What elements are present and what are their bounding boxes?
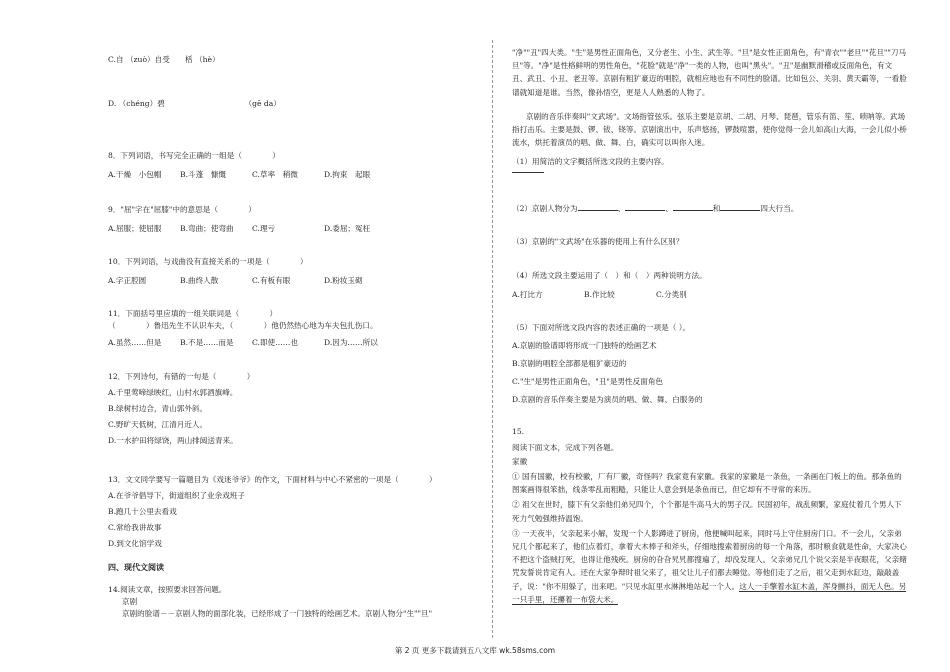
q11-option-d[interactable]: D.因为……所以 [324, 338, 378, 347]
passage-title: 京剧 [122, 597, 138, 606]
q13-option-a[interactable]: A.在爷爷倡导下，街道组织了业余戏班子 [108, 491, 245, 500]
essay-paragraph-3 [512, 527, 907, 606]
page-footer: 第 2 页 更多下载请到五八文库 wk.58sms.com [394, 646, 556, 655]
s4-option-a[interactable]: A.打比方 [512, 290, 543, 299]
sub-question-2-tail: 四大行当。 [760, 204, 799, 213]
question-11-options [108, 337, 478, 349]
blank-4[interactable] [720, 202, 760, 211]
s5-option-c[interactable]: C."生"是男性正面角色，"丑"是男性反面角色 [512, 377, 664, 386]
sub-question-2: （2）京剧人物分为 、 、 和 四大行当。 [512, 204, 799, 213]
essay-paragraph-1: ① 国有国徽，校有校徽，厂有厂徽，奇怪吗？我家竟有家徽。我家的家徽是一条鱼，一条画在门板上的鱼。那条鱼的图案画得很笨拙，线条零乱而粗糙，只能让人意会到是条鱼而已，但它却有不寻常的来历。 [512, 472, 902, 495]
q13-option-d[interactable]: D.到文化馆学戏 [108, 539, 162, 548]
sub-question-3: （3）京剧的"文武场"在乐器的使用上有什么区别？ [512, 237, 684, 246]
q10-option-c[interactable]: C.有板有眼 [252, 276, 291, 285]
question-11-stem: 11．下面括号里应填的一组关联词是（ ） [108, 309, 278, 318]
q11-option-a[interactable]: A.虽然……但是 [108, 338, 162, 347]
sub-question-4-options [512, 289, 728, 301]
question-11-sentence: （ ）鲁迅先生不认识车夫，（ ）他仍然热心地为车夫包扎伤口。 [108, 321, 378, 330]
question-15-instruction: 阅读下面文本，完成下列各题。 [512, 443, 619, 452]
question-9 [108, 204, 478, 235]
question-12 [108, 371, 478, 447]
passage-paragraph-1: "净""丑"四大类。"生"是男性正面角色，又分老生、小生、武生等。"旦"是女性正面角色，有"青衣""老旦""花旦""刀马旦"等。"净"是性格鲜明的男性角色，"花脸"就是"净"一类的人物，也叫"黑头"。"丑"是幽默滑稽或反面角色，有文丑、武丑、小丑、老丑等。京剧有粗犷豪迈的唱腔，就相应地也有不同性的脸谱。比如包公、关羽、黄天霸等，一看脸谱就知道是谁。当然，像孙悟空，更是人人熟悉的人物了。 [512, 48, 907, 97]
s5-option-b[interactable]: B.京剧的唱腔全部都是粗犷豪迈的 [512, 359, 627, 368]
q10-option-d[interactable]: D.粉妆玉砌 [324, 276, 363, 285]
q12-option-d[interactable]: D.一水护田将绿饶，两山排闼送青来。 [108, 436, 238, 445]
question-13-stem: 13．文文同学要写一篇题目为《戏迷爷爷》的作文，下面材料与中心不紧密的一项是（ ） [108, 475, 437, 484]
q8-option-b[interactable]: B.斗蓬 慷慨 [180, 170, 226, 179]
q11-option-c[interactable]: C.即使……也 [252, 338, 298, 347]
blank-2[interactable] [625, 202, 665, 211]
question-14 [108, 584, 483, 620]
q7-option-d: D. （chéng）碧 （gē da） [108, 99, 281, 108]
answer-line-1[interactable] [512, 172, 544, 173]
s5-option-a[interactable]: A.京剧的脸谱即将形成一门独特的绘画艺术 [512, 341, 657, 350]
q9-option-c[interactable]: C.理亏 [252, 224, 276, 233]
q8-option-d[interactable]: D.拘束 起眼 [324, 170, 371, 179]
question-10 [108, 256, 478, 287]
question-15 [512, 426, 907, 606]
question-9-stem: 9．"屈"字在"屈膝"中的意思是（ ） [108, 205, 256, 214]
blank-1[interactable] [578, 202, 618, 211]
s4-option-b[interactable]: B.作比较 [584, 290, 615, 299]
question-10-stem: 10．下列词语，与戏曲没有直接关系的一项是（ ） [108, 257, 308, 266]
q13-option-b[interactable]: B.跑几十公里去看戏 [108, 507, 177, 516]
q13-option-c[interactable]: C.常给我讲故事 [108, 523, 162, 532]
question-8-options [108, 169, 478, 181]
passage-line-1: 京剧的脸谱－－京剧人物的面部化装，已经形成了一门独特的绘画艺术。京剧人物分"生""旦" [122, 609, 433, 618]
passage-paragraph-2: 京剧的音乐伴奏叫"文武场"。文场指管弦乐。弦乐主要是京胡、二胡、月琴、琵琶，管乐有笛、笙、唢呐等。武场指打击乐。主要是鼓、锣、钹、铙等。京剧演出中，乐声悠扬，锣鼓喧嚣，使你觉得一会儿如高山大海，一会儿似小桥流水，烘托着演员的唱、做、舞、白，确实可以叫你入迷。 [512, 112, 907, 148]
sub-question-2-lead: （2）京剧人物分为 [512, 204, 578, 213]
column-divider [492, 40, 493, 638]
q12-option-c[interactable]: C.野旷天低树，江清月近人。 [108, 420, 208, 429]
blank-3[interactable] [673, 202, 713, 211]
question-14-stem: 14.阅读文章，按照要求回答问题。 [108, 585, 227, 594]
s5-option-d[interactable]: D.京剧的音乐伴奏主要是为演员的唱、做、舞、白服务的 [512, 395, 703, 404]
q10-option-a[interactable]: A.字正腔圆 [108, 276, 147, 285]
question-12-stem: 12．下列诗句，有错的一句是（ ） [108, 372, 255, 381]
sub-question-5 [512, 322, 907, 406]
sub-question-4: （4）所选文段主要运用了（ ）和（ ）两种说明方法。 [512, 271, 707, 280]
q8-option-c[interactable]: C.草率 稍微 [252, 170, 298, 179]
q11-option-b[interactable]: B.不是……而是 [180, 338, 234, 347]
question-8-stem: 8．下列词语，书写完全正确的一组是（ ） [108, 151, 280, 160]
question-13 [108, 474, 478, 550]
q10-option-b[interactable]: B.曲终人散 [180, 276, 219, 285]
essay-paragraph-2: ② 祖父在世时，膝下有父亲他们弟兄四个，个个都是牛高马大的男子汉。民国初年，战乱频繁，家庭仗着几个男人下死力气勉强维持温饱。 [512, 500, 902, 523]
question-11 [108, 308, 478, 349]
q9-option-b[interactable]: B.弯曲；使弯曲 [180, 224, 234, 233]
q12-option-a[interactable]: A.千里莺啼绿映红，山村水郭酒旗峰。 [108, 388, 238, 397]
question-10-options [108, 275, 478, 287]
sub-question-2-and: 和 [712, 204, 721, 213]
section-4-heading: 四、现代文阅读 [108, 563, 164, 572]
question-9-options [108, 223, 478, 235]
s4-option-c[interactable]: C.分类别 [656, 290, 687, 299]
q7-option-c: C.自 （zuò）自受 栝 （hè） [108, 55, 220, 64]
essay-paragraph-3-text: ③ 一天夜半，父亲起来小解，发现一个人影蹲进了厨房，他便喊叫起来，同时马上守住厨房门口。不一会儿，父亲弟兄几个都起来了，他们点着灯，拿着大木棒子和斧头，仔细地搜索着厨房的每一个角落，那时粮食就是性命，大家决心不把这个盗贼打死，也得让他残疾。厨房的旮旮旯旯都搜遍了，却没发现人。父亲弟兄几个说父亲是半夜眼花，父亲赌咒发誓说肯定有人。还在大家争辩时祖父来了，祖父让儿子们都去睡觉。等他们走了之后，祖父走到水缸边，敲敲盖子，说："你不用躲了，出来吧。"只见水缸里水淋淋地站起一个人。 [512, 528, 907, 591]
sub-question-1: （1）用简洁的文字概括所选文段的主要内容。 [512, 157, 669, 166]
q12-option-b[interactable]: B.绿树村边合，青山郭外斜。 [108, 404, 208, 413]
q8-option-a[interactable]: A.干燥 小包帽 [108, 170, 162, 179]
question-8 [108, 150, 478, 181]
essay-underlined-sentence: 这人一手擎着水缸木盖，浑身颤抖，面无人色。另一只手里，还攥着一布袋大米。 [512, 581, 907, 604]
q9-option-a[interactable]: A.屈服；使屈服 [108, 224, 162, 233]
question-15-number: 15. [512, 427, 525, 436]
question-15-title: 家徽 [512, 457, 528, 466]
sub-question-5-stem: （5）下面对所选文段内容的表述正确的一项是（ ）。 [512, 323, 691, 332]
q9-option-d[interactable]: D.委屈；冤枉 [324, 224, 371, 233]
